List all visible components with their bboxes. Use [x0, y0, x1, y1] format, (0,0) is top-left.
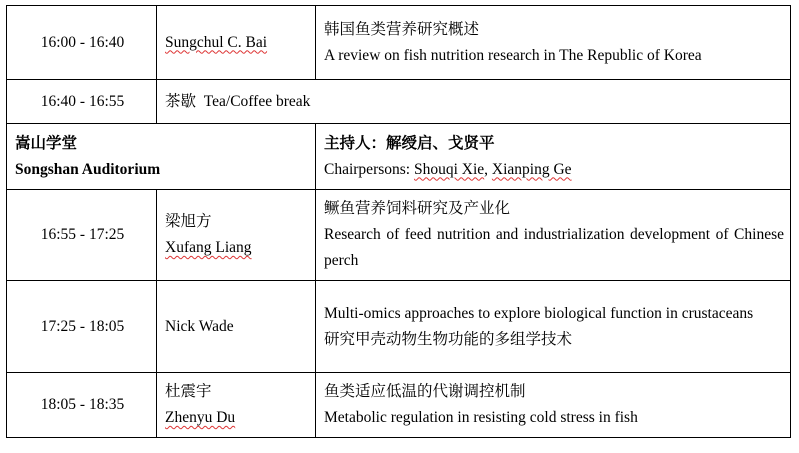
table-row	[7, 373, 791, 438]
talk-title-en: A review on fish nutrition research in The Republic of Korea	[324, 46, 702, 64]
speaker-name-cn: 杜震宇	[165, 383, 212, 400]
table-row	[7, 281, 791, 373]
time-cell: 17:25 - 18:05	[7, 281, 157, 373]
time-cell: 16:00 - 16:40	[7, 6, 157, 80]
title-cell	[316, 6, 791, 80]
break-label: 茶歇 Tea/Coffee break	[165, 92, 311, 110]
speaker-name: Nick Wade	[165, 317, 234, 335]
title-cell	[316, 190, 791, 281]
speaker-cell	[157, 281, 316, 373]
talk-title-en: Multi-omics approaches to explore biological function in crustaceans	[324, 304, 754, 322]
table-row	[7, 124, 791, 190]
time-cell: 16:40 - 16:55	[7, 80, 157, 124]
speaker-cell	[157, 6, 316, 80]
table-row	[7, 6, 791, 80]
title-cell	[316, 373, 791, 438]
name-separator: ,	[484, 160, 489, 178]
break-cell	[157, 80, 791, 124]
speaker-cell	[157, 190, 316, 281]
title-cell	[316, 281, 791, 373]
venue-cell	[7, 124, 316, 190]
talk-title-cn: 韩国鱼类营养研究概述	[324, 20, 480, 38]
talk-title-cn: 研究甲壳动物生物功能的多组学技术	[324, 330, 573, 348]
table-row	[7, 190, 791, 281]
chairperson-name: Shouqi Xie	[413, 160, 485, 178]
chairperson-name: Xianping Ge	[491, 160, 572, 178]
speaker-cell	[157, 373, 316, 438]
talk-title-en: Research of feed nutrition and industrialization development of Chinese perch	[324, 226, 784, 269]
talk-title-en: Metabolic regulation in resisting cold stress in fish	[324, 409, 638, 426]
talk-title-cn: 鳜鱼营养饲料研究及产业化	[324, 200, 511, 217]
chairpersons-en	[324, 157, 784, 183]
speaker-name: Sungchul C. Bai	[165, 33, 268, 51]
table-row	[7, 80, 791, 124]
speaker-name-en: Xufang Liang	[165, 239, 252, 256]
venue-name-en: Songshan Auditorium	[15, 160, 161, 178]
time-cell: 18:05 - 18:35	[7, 373, 157, 438]
talk-title-cn: 鱼类适应低温的代谢调控机制	[324, 383, 526, 400]
schedule-table	[6, 5, 791, 438]
venue-name-cn: 嵩山学堂	[15, 134, 78, 152]
chairpersons-cn: 主持人：解绶启、戈贤平	[324, 134, 495, 152]
speaker-name-en: Zhenyu Du	[165, 409, 236, 426]
chairpersons-label: Chairpersons:	[324, 160, 411, 178]
chair-cell	[316, 124, 791, 190]
speaker-name-cn: 梁旭方	[165, 213, 212, 230]
time-cell: 16:55 - 17:25	[7, 190, 157, 281]
